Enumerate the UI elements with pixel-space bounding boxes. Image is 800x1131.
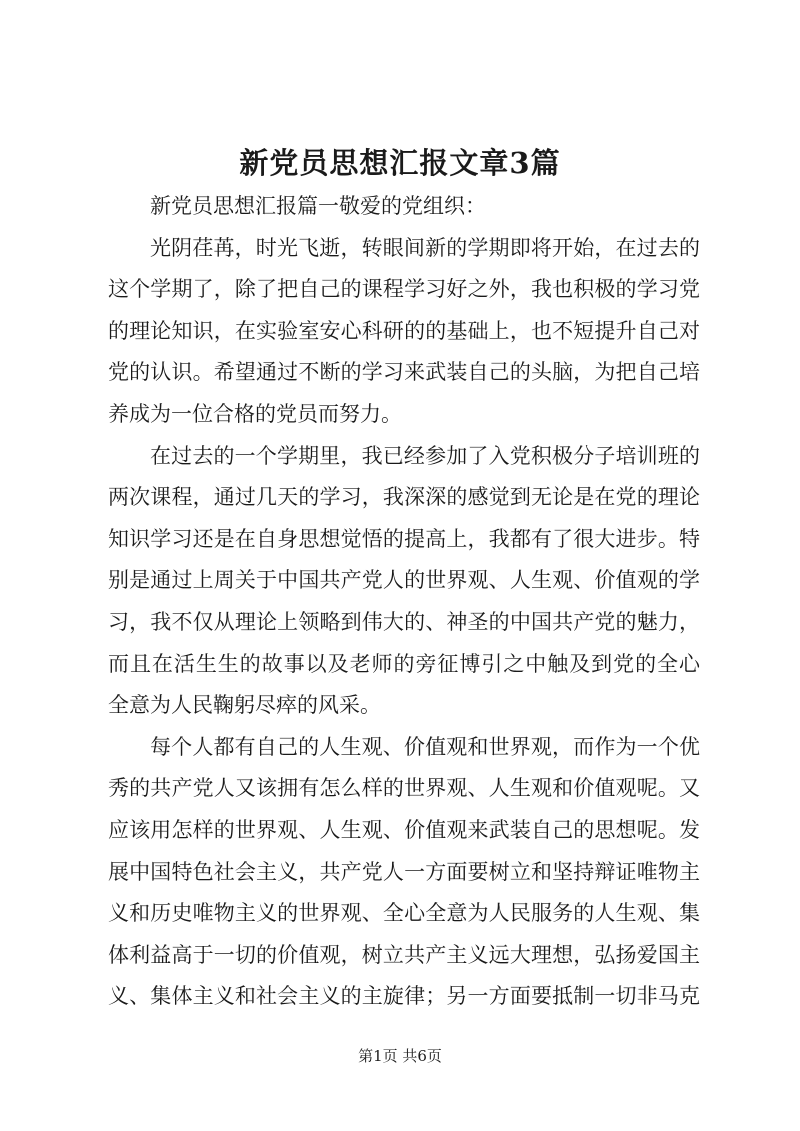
text-line: 在过去的一个学期里，我已经参加了入党积极分子培训班的 (150, 443, 700, 468)
page-number: 第1页 共6页 (358, 1047, 442, 1065)
text-line: 体利益高于一切的价值观，树立共产主义远大理想，弘扬爱国主 (108, 942, 700, 967)
text-line: 秀的共产党人又该拥有怎么样的世界观、人生观和价值观呢。又 (108, 776, 700, 801)
text-line: 义和历史唯物主义的世界观、全心全意为人民服务的人生观、集 (108, 901, 700, 926)
text-line: 光阴荏苒，时光飞逝，转眼间新的学期即将开始，在过去的 (150, 235, 700, 260)
text-line: 每个人都有自己的人生观、价值观和世界观，而作为一个优 (150, 734, 700, 759)
text-line: 新党员思想汇报篇一敬爱的党组织： (150, 194, 486, 218)
page-footer (0, 1044, 800, 1068)
text-line: 知识学习还是在自身思想觉悟的提高上，我都有了很大进步。特 (108, 526, 700, 551)
text-line: 义、集体主义和社会主义的主旋律；另一方面要抵制一切非马克 (108, 984, 700, 1009)
text-line: 习，我不仅从理论上领略到伟大的、神圣的中国共产党的魅力， (108, 609, 700, 634)
text-line: 全意为人民鞠躬尽瘁的风采。 (108, 693, 381, 718)
document-title: 新党员思想汇报文章3篇 (239, 146, 561, 180)
text-line: 展中国特色社会主义，共产党人一方面要树立和坚持辩证唯物主 (108, 859, 700, 884)
text-line: 应该用怎样的世界观、人生观、价值观来武装自己的思想呢。发 (108, 817, 700, 842)
document-body (108, 186, 700, 1018)
text-line: 这个学期了，除了把自己的课程学习好之外，我也积极的学习党 (108, 277, 700, 302)
text-line: 两次课程，通过几天的学习，我深深的感觉到无论是在党的理论 (108, 485, 700, 510)
text-line: 而且在活生生的故事以及老师的旁征博引之中触及到党的全心 (108, 651, 700, 676)
text-line: 养成为一位合格的党员而努力。 (108, 401, 402, 426)
text-line: 别是通过上周关于中国共产党人的世界观、人生观、价值观的学 (108, 568, 700, 593)
text-line: 党的认识。希望通过不断的学习来武装自己的头脑，为把自己培 (108, 360, 700, 385)
text-line: 的理论知识，在实验室安心科研的的基础上，也不短提升自己对 (108, 318, 700, 343)
